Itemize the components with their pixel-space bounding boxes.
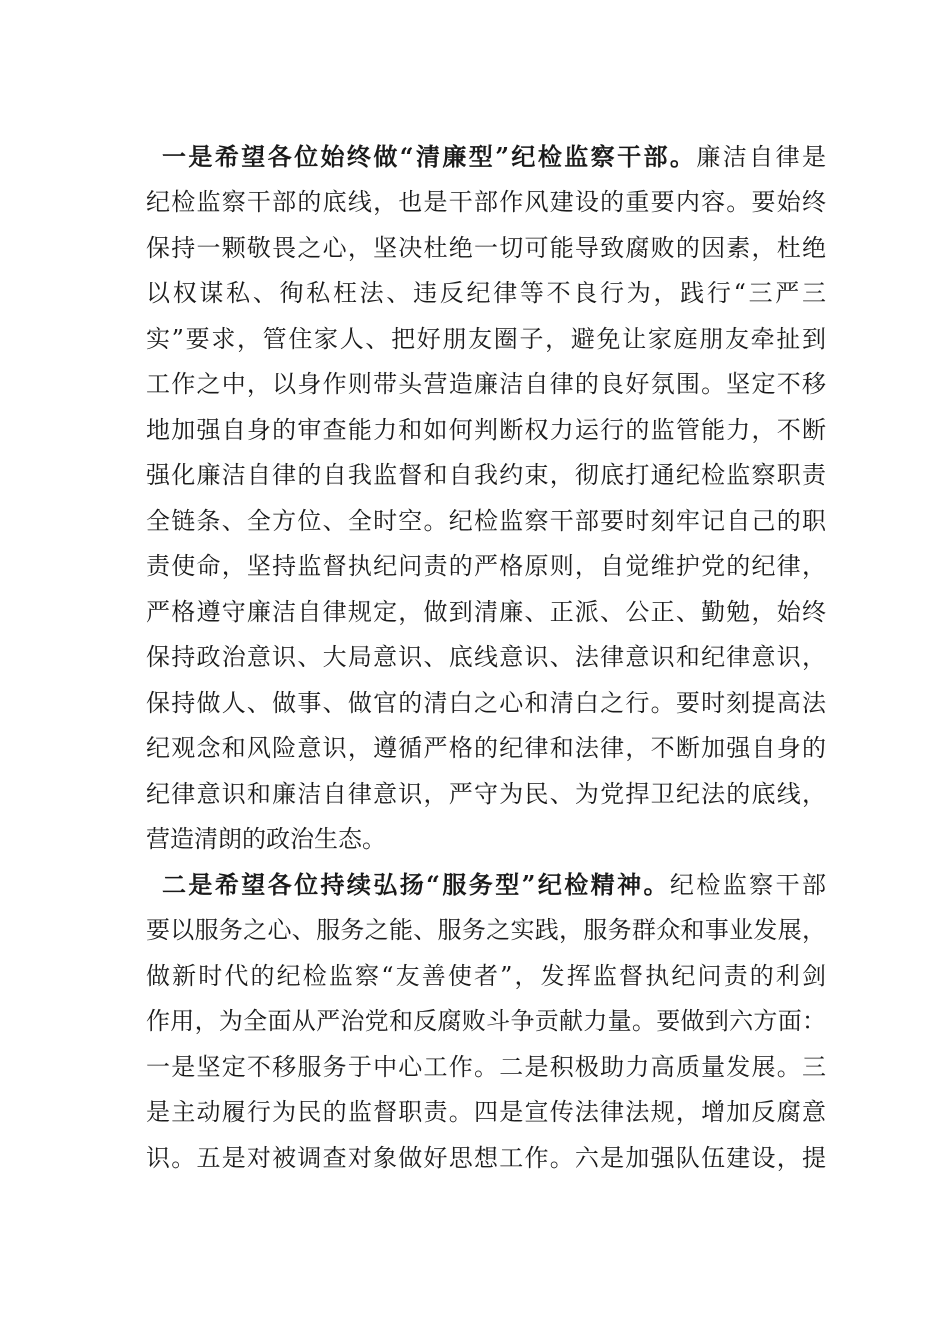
paragraph-2-line: 是主动履行为民的监督职责。四是宣传法律法规，增加反腐意 bbox=[146, 1098, 826, 1126]
paragraph-1-line-1-rest: 廉洁自律是 bbox=[696, 143, 826, 171]
paragraph-2-line-1-rest: 纪检监察干部 bbox=[669, 871, 826, 899]
paragraph-2-heading: 二是希望各位持续弘扬“服务型”纪检精神。 bbox=[162, 870, 670, 899]
paragraph-1-line: 全链条、全方位、全时空。纪检监察干部要时刻牢记自己的职 bbox=[146, 507, 826, 535]
paragraph-1-line: 纪观念和风险意识，遵循严格的纪律和法律，不断加强自身的 bbox=[146, 734, 826, 762]
paragraph-1-line-1 bbox=[162, 135, 826, 179]
paragraph-1-line: 实”要求，管住家人、把好朋友圈子，避免让家庭朋友牵扯到 bbox=[146, 325, 826, 353]
paragraph-1-line: 责使命，坚持监督执纪问责的严格原则，自觉维护党的纪律， bbox=[146, 552, 826, 580]
paragraph-1-heading: 一是希望各位始终做“清廉型”纪检监察干部。 bbox=[162, 142, 697, 171]
paragraph-2-line: 一是坚定不移服务于中心工作。二是积极助力高质量发展。三 bbox=[146, 1053, 826, 1081]
paragraph-2-line-1 bbox=[162, 863, 826, 907]
paragraph-1-line: 以权谋私、徇私枉法、违反纪律等不良行为，践行“三严三 bbox=[146, 279, 826, 307]
paragraph-2-line: 要以服务之心、服务之能、服务之实践，服务群众和事业发展， bbox=[146, 916, 826, 944]
paragraph-1-line: 纪检监察干部的底线，也是干部作风建设的重要内容。要始终 bbox=[146, 188, 826, 216]
paragraph-2-line: 做新时代的纪检监察“友善使者”，发挥监督执纪问责的利剑 bbox=[146, 962, 826, 990]
paragraph-1-line: 纪律意识和廉洁自律意识，严守为民、为党捍卫纪法的底线， bbox=[146, 780, 826, 808]
paragraph-1-line: 严格遵守廉洁自律规定，做到清廉、正派、公正、勤勉，始终 bbox=[146, 598, 826, 626]
paragraph-1-line: 保持政治意识、大局意识、底线意识、法律意识和纪律意识， bbox=[146, 643, 826, 671]
paragraph-1-line: 工作之中，以身作则带头营造廉洁自律的良好氛围。坚定不移 bbox=[146, 370, 826, 398]
paragraph-1-line: 保持做人、做事、做官的清白之心和清白之行。要时刻提高法 bbox=[146, 689, 826, 717]
paragraph-1-line: 保持一颗敬畏之心，坚决杜绝一切可能导致腐败的因素，杜绝 bbox=[146, 234, 826, 262]
paragraph-2-line: 作用，为全面从严治党和反腐败斗争贡献力量。要做到六方面： bbox=[146, 1007, 826, 1035]
paragraph-1-line: 地加强自身的审查能力和如何判断权力运行的监管能力，不断 bbox=[146, 416, 826, 444]
paragraph-2-line: 识。五是对被调查对象做好思想工作。六是加强队伍建设，提 bbox=[146, 1144, 826, 1172]
paragraph-1-line: 营造清朗的政治生态。 bbox=[146, 825, 386, 853]
paragraph-1-line: 强化廉洁自律的自我监督和自我约束，彻底打通纪检监察职责 bbox=[146, 461, 826, 489]
